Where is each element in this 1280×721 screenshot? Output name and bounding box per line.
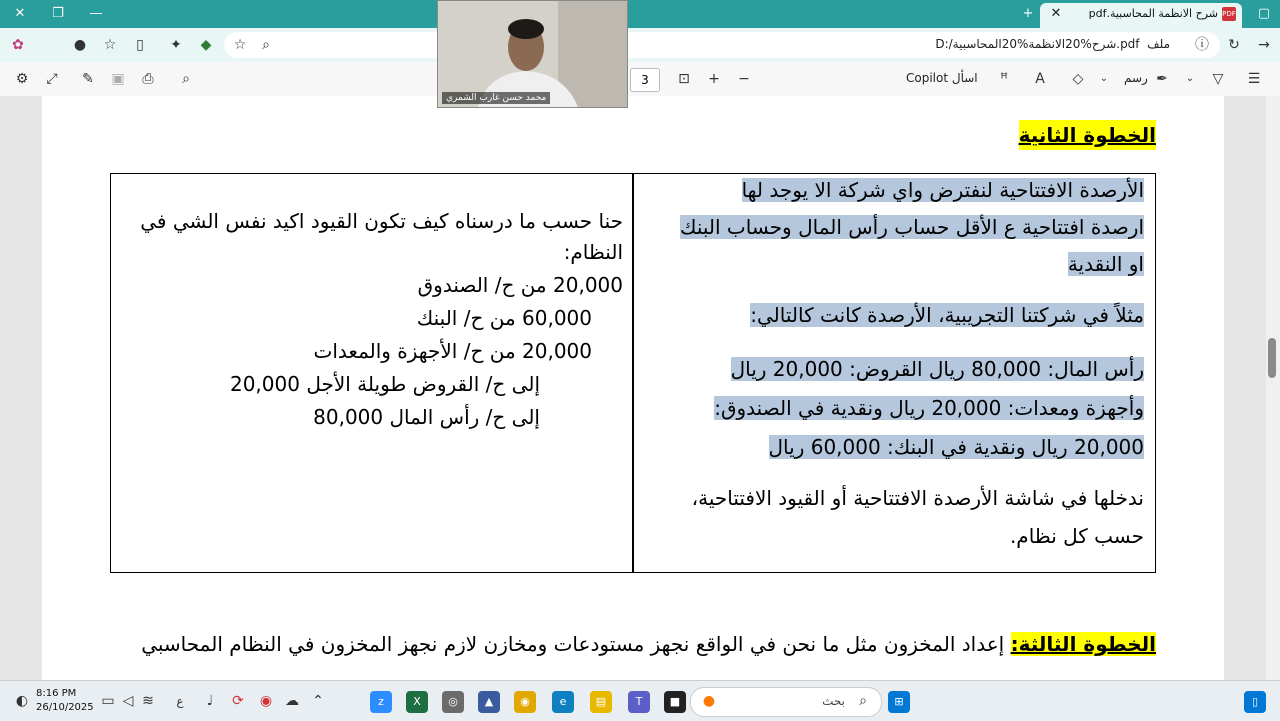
- close-window-button[interactable]: ✕: [14, 6, 26, 21]
- tab-title: شرح الانظمة المحاسبية.pdf: [1088, 7, 1218, 20]
- pdf-file-icon: PDF: [1222, 7, 1236, 21]
- journal-entry: إلى ح/ رأس المال 80,000: [313, 405, 540, 429]
- edit-icon[interactable]: ✎: [82, 71, 94, 87]
- zoom-app-icon[interactable]: z: [370, 691, 392, 713]
- text-size-icon[interactable]: A: [1035, 71, 1045, 87]
- left-text-line: النظام:: [563, 240, 623, 264]
- print-icon[interactable]: ⎙: [142, 71, 154, 87]
- close-tab-icon[interactable]: ✕: [1050, 6, 1062, 21]
- add-favorite-icon[interactable]: ☆: [233, 37, 247, 53]
- extensions-icon[interactable]: ✦: [170, 37, 182, 53]
- refresh-icon[interactable]: ↻: [1228, 37, 1240, 53]
- contents-icon[interactable]: ☰: [1247, 71, 1261, 87]
- right-text-line: 20,000 ريال ونقدية في البنك: 60,000 ريال: [768, 435, 1144, 459]
- search-placeholder: بحث: [822, 694, 845, 708]
- right-text-line: ارصدة افتتاحية ع الأقل حساب رأس المال وحساب البنك: [680, 215, 1144, 239]
- webcam-overlay: [437, 0, 628, 108]
- draw-button[interactable]: رسم: [1124, 71, 1148, 85]
- record-icon[interactable]: ◉: [259, 693, 273, 709]
- journal-entry: إلى ح/ القروض طويلة الأجل 20,000: [229, 372, 540, 396]
- date-text: 26/10/2025: [36, 702, 94, 713]
- taskbar: [0, 680, 1280, 721]
- notification-icon[interactable]: ▯: [1244, 691, 1266, 713]
- file-explorer-icon[interactable]: ▤: [590, 691, 612, 713]
- scrollbar-thumb[interactable]: [1268, 338, 1276, 378]
- app-icon[interactable]: ■: [664, 691, 686, 713]
- zoom-out-icon[interactable]: −: [738, 71, 750, 87]
- address-text[interactable]: ملف D:/شرح%20الانظمة%20المحاسبية.pdf: [935, 37, 1170, 51]
- right-text-line: وأجهزة ومعدات: 20,000 ريال ونقدية في الصندوق:: [714, 396, 1144, 420]
- microphone-icon[interactable]: ♩: [206, 693, 214, 709]
- zoom-in-icon[interactable]: +: [708, 71, 720, 87]
- save-icon[interactable]: ▣: [111, 71, 125, 87]
- right-text-line: مثلاً في شركتنا التجريبية، الأرصدة كانت كالتالي:: [750, 303, 1144, 327]
- journal-entry: 20,000 من ح/ الأجهزة والمعدات: [313, 339, 592, 363]
- search-icon[interactable]: ⌕: [182, 71, 190, 87]
- battery-icon[interactable]: ▭: [101, 693, 115, 709]
- teams-app-icon[interactable]: T: [628, 691, 650, 713]
- restore-window-button[interactable]: ❐: [52, 6, 64, 21]
- split-screen-icon[interactable]: ▯: [136, 37, 144, 53]
- language-indicator[interactable]: ع: [176, 694, 184, 708]
- extension-icon[interactable]: ◆: [200, 37, 212, 53]
- chevron-up-icon[interactable]: ⌃: [312, 693, 324, 709]
- step2-heading: الخطوة الثانية: [1019, 120, 1156, 150]
- excel-app-icon[interactable]: X: [406, 691, 428, 713]
- zoom-icon[interactable]: ⌕: [262, 37, 270, 53]
- highlight-icon[interactable]: ▽: [1212, 71, 1224, 87]
- step3-line: [141, 628, 1156, 660]
- right-text-line: ندخلها في شاشة الأرصدة الافتتاحية أو القيود الافتتاحية،: [691, 486, 1144, 510]
- fullscreen-icon[interactable]: ⤢: [46, 71, 58, 87]
- chevron-down-icon[interactable]: ⌄: [1099, 73, 1109, 84]
- table-divider: [632, 173, 634, 573]
- fit-page-icon[interactable]: ⊡: [678, 71, 690, 87]
- volume-icon[interactable]: ◁: [122, 693, 134, 709]
- draw-pen-icon[interactable]: ✒: [1156, 71, 1168, 87]
- weather-icon[interactable]: ◐: [15, 693, 29, 709]
- page-number-input[interactable]: 3: [630, 68, 660, 92]
- chrome-app-icon[interactable]: ◉: [514, 691, 536, 713]
- back-icon[interactable]: →: [1258, 37, 1270, 53]
- tab-actions-icon[interactable]: ▢: [1257, 6, 1271, 21]
- settings-icon[interactable]: ⚙: [15, 71, 29, 87]
- minimize-window-button[interactable]: —: [89, 6, 103, 21]
- app-icon[interactable]: ▲: [478, 691, 500, 713]
- time-text: 8:16 PM: [36, 688, 77, 699]
- clock[interactable]: [36, 687, 94, 715]
- right-text-line: او النقدية: [1067, 252, 1144, 276]
- taskbar-search[interactable]: [690, 687, 882, 717]
- right-text-line: الأرصدة الافتتاحية لنفترض واي شركة الا يوجد لها: [741, 178, 1144, 202]
- fruit-icon: ●: [702, 693, 716, 709]
- address-row: [0, 28, 1280, 62]
- info-icon[interactable]: ⓘ: [1195, 37, 1209, 53]
- chevron-down-icon[interactable]: ⌄: [1185, 73, 1195, 84]
- new-tab-button[interactable]: +: [1022, 6, 1034, 21]
- favorites-icon[interactable]: ☆: [103, 37, 117, 53]
- profile-avatar-icon[interactable]: ●: [73, 37, 87, 53]
- app-icon[interactable]: ◎: [442, 691, 464, 713]
- edge-app-icon[interactable]: e: [552, 691, 574, 713]
- search-icon: ⌕: [859, 693, 867, 709]
- start-button[interactable]: ⊞: [888, 691, 910, 713]
- title-bar: [0, 0, 1280, 28]
- read-aloud-icon[interactable]: ꟸ: [999, 71, 1009, 87]
- left-text-line: حنا حسب ما درسناه كيف تكون القيود اكيد نفس الشي في: [140, 209, 623, 233]
- pdf-toolbar: [0, 62, 1280, 97]
- ask-copilot-button[interactable]: اسأل Copilot: [906, 71, 978, 85]
- cloud-icon[interactable]: ☁: [285, 693, 299, 709]
- wifi-icon[interactable]: ≋: [142, 693, 154, 709]
- right-text-line: حسب كل نظام.: [1009, 524, 1144, 548]
- right-text-line: رأس المال: 80,000 ريال القروض: 20,000 ريال: [730, 357, 1144, 381]
- participant-name: محمد حسن غارب الشمري: [442, 92, 550, 104]
- step3-heading: الخطوة الثالثة:: [1010, 632, 1156, 656]
- copilot-icon[interactable]: ✿: [12, 37, 24, 53]
- eraser-icon[interactable]: ◇: [1072, 71, 1084, 87]
- journal-entry: 20,000 من ح/ الصندوق: [417, 273, 623, 297]
- journal-entry: 60,000 من ح/ البنك: [416, 306, 592, 330]
- step3-text: إعداد المخزون مثل ما نحن في الواقع نجهز مستودعات ومخازن لازم نجهز المخزون في النظام المحاسبي: [141, 632, 1005, 656]
- share-icon[interactable]: ⟳: [232, 693, 244, 709]
- scrollbar[interactable]: [1266, 96, 1280, 680]
